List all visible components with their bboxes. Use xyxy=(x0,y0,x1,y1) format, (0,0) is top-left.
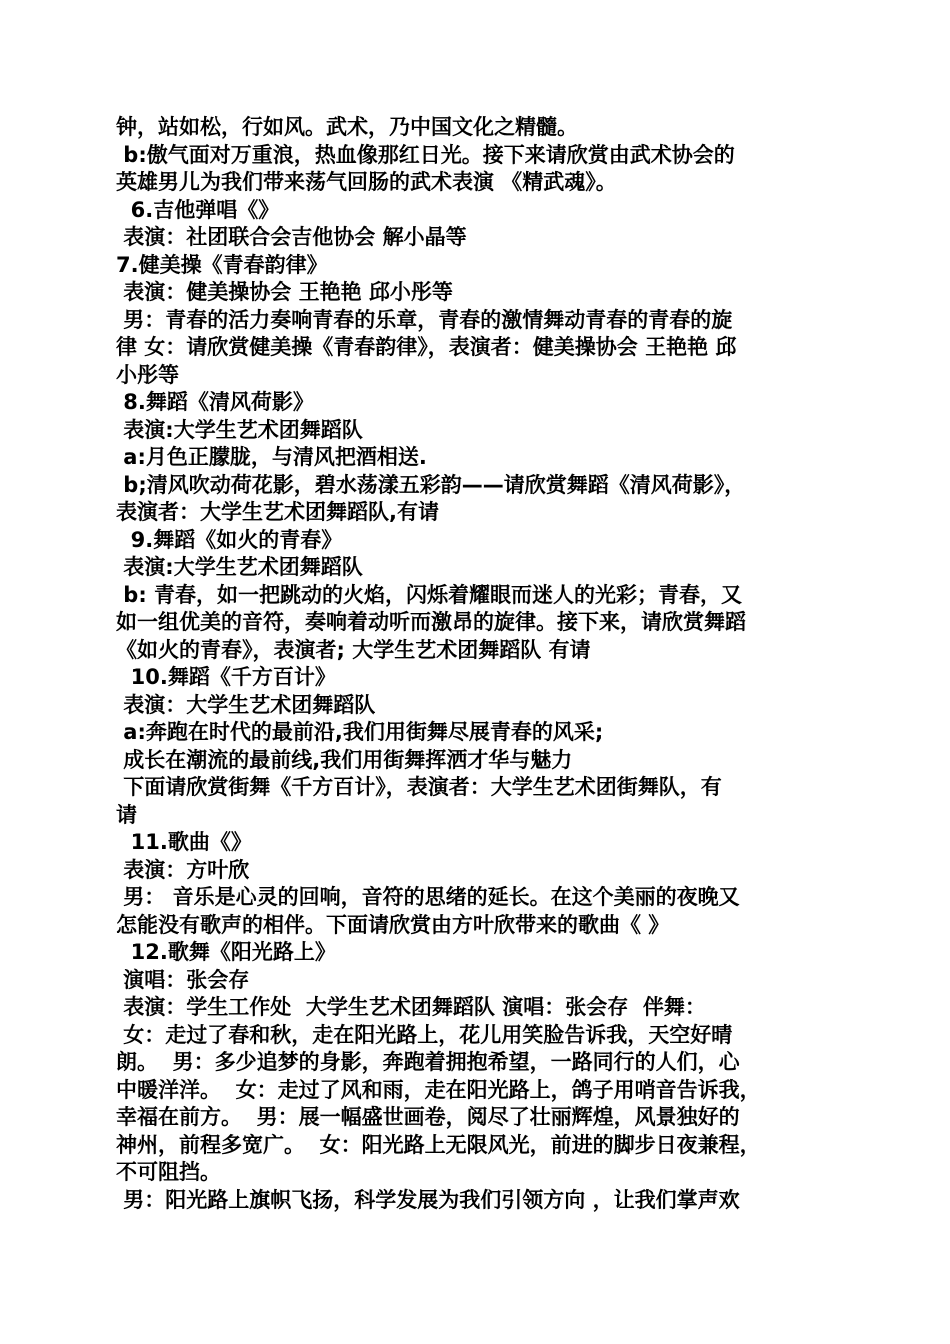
text-line: 神州，前程多宽广。 女：阳光路上无限风光，前进的脚步日夜兼程， xyxy=(116,1132,761,1157)
text-line: b: 青春，如一把跳动的火焰，闪烁着耀眼而迷人的光彩；青春，又 xyxy=(116,582,743,607)
text-line: b;清风吹动荷花影，碧水荡漾五彩韵——请欣赏舞蹈《清风荷影》， xyxy=(116,472,746,497)
performer-line: 表演：方叶欣 xyxy=(116,857,250,882)
program-item-heading: 10.舞蹈《千方百计》 xyxy=(116,665,336,689)
performer-line: 表演:大学生艺术团舞蹈队 xyxy=(116,417,363,442)
text-line: 下面请欣赏街舞《千方百计》，表演者：大学生艺术团街舞队，有 xyxy=(116,775,722,799)
text-line: b:傲气面对万重浪，热血像那红日光。接下来请欣赏由武术协会的 xyxy=(116,142,735,167)
document-body xyxy=(116,114,836,1214)
text-line: 怎能没有歌声的相伴。下面请欣赏由方叶欣带来的歌曲《 》 xyxy=(116,912,670,937)
text-line: 英雄男儿为我们带来荡气回肠的武术表演 《精武魂》。 xyxy=(116,170,617,194)
text-line: 律 女：请欣赏健美操《青春韵律》，表演者：健美操协会 王艳艳 邱 xyxy=(116,335,737,359)
text-line: 请 xyxy=(116,802,137,827)
program-item-heading: 8.舞蹈《清风荷影》 xyxy=(116,390,314,414)
text-line: a:月色正朦胧，与清风把酒相送. xyxy=(116,445,427,469)
text-line: 女：走过了春和秋，走在阳光路上，花儿用笑脸告诉我，天空好晴 xyxy=(116,1022,733,1047)
text-line: 钟，站如松，行如风。武术，乃中国文化之精髓。 xyxy=(116,115,578,139)
text-line: a:奔跑在时代的最前沿,我们用街舞尽展青春的风采; xyxy=(116,720,604,744)
text-line: 中暖洋洋。 女：走过了风和雨，走在阳光路上，鸽子用哨音告诉我， xyxy=(116,1077,761,1102)
performer-line: 表演：健美操协会 王艳艳 邱小彤等 xyxy=(116,280,453,304)
text-line: 朗。 男：多少追梦的身影，奔跑着拥抱希望，一路同行的人们，心 xyxy=(116,1050,740,1074)
program-item-heading: 12.歌舞《阳光路上》 xyxy=(116,940,336,964)
text-line: 《如火的青春》，表演者; 大学生艺术团舞蹈队 有请 xyxy=(116,637,591,662)
performer-line: 表演：学生工作处 大学生艺术团舞蹈队 演唱：张会存 伴舞： xyxy=(116,995,706,1019)
text-line: 小彤等 xyxy=(116,362,179,387)
program-item-heading: 7.健美操《青春韵律》 xyxy=(116,252,328,277)
text-line: 幸福在前方。 男：展一幅盛世画卷，阅尽了壮丽辉煌，风景独好的 xyxy=(116,1105,740,1129)
performer-line: 表演:大学生艺术团舞蹈队 xyxy=(116,555,363,579)
program-item-heading: 9.舞蹈《如火的青春》 xyxy=(116,527,343,552)
program-item-heading: 6.吉他弹唱《》 xyxy=(116,197,280,222)
text-line: 男：阳光路上旗帜飞扬，科学发展为我们引领方向 ，让我们掌声欢 xyxy=(116,1187,740,1212)
performer-line: 演唱：张会存 xyxy=(116,967,250,992)
performer-line: 表演：社团联合会吉他协会 解小晶等 xyxy=(116,225,467,249)
text-line: 不可阻挡。 xyxy=(116,1160,221,1184)
program-item-heading: 11.歌曲《》 xyxy=(116,830,252,854)
text-line: 男： 音乐是心灵的回响，音符的思绪的延长。在这个美丽的夜晚又 xyxy=(116,885,740,909)
text-line: 成长在潮流的最前线,我们用街舞挥洒才华与魅力 xyxy=(116,747,573,772)
performer-line: 表演：大学生艺术团舞蹈队 xyxy=(116,692,376,717)
text-line: 如一组优美的音符，奏响着动听而激昂的旋律。接下来，请欣赏舞蹈 xyxy=(116,610,746,634)
text-line: 男：青春的活力奏响青春的乐章，青春的激情舞动青春的青春的旋 xyxy=(116,307,733,332)
text-line: 表演者：大学生艺术团舞蹈队,有请 xyxy=(116,500,439,524)
